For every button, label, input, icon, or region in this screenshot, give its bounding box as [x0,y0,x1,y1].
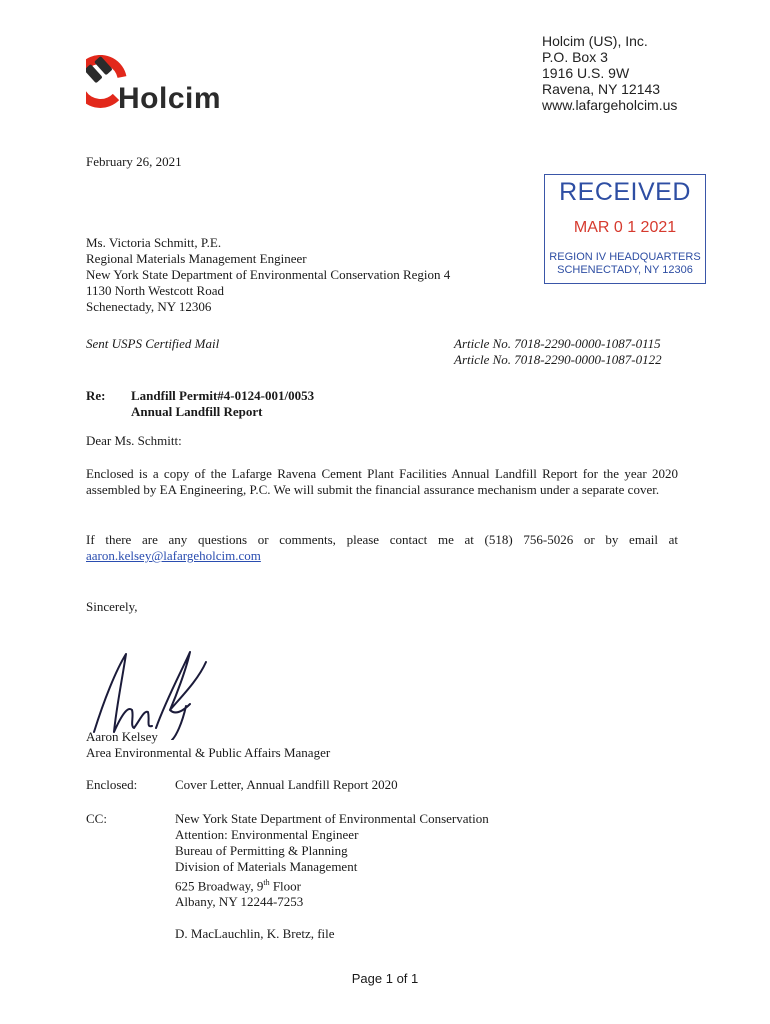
stamp-location: SCHENECTADY, NY 12306 [557,264,693,276]
recipient-name: Ms. Victoria Schmitt, P.E. [86,235,222,250]
article-number: Article No. 7018-2290-0000-1087-0122 [454,352,662,367]
re-permit: Landfill Permit#4-0124-001/0053 [131,388,315,403]
article-number: Article No. 7018-2290-0000-1087-0115 [454,336,661,351]
stamp-date: MAR 0 1 2021 [573,219,677,236]
closing: Sincerely, [86,599,138,614]
cc-label: CC: [86,811,107,826]
recipient-title: Regional Materials Management Engineer [86,251,307,266]
signer-block [86,729,330,761]
signer-title: Area Environmental & Public Affairs Manager [86,745,331,760]
company-street: 1916 U.S. 9W [542,65,630,81]
company-website: www.lafargeholcim.us [542,97,678,113]
cc-organization: New York State Department of Environmental Conservation [175,811,489,826]
recipient-organization: New York State Department of Environmental Conservation Region 4 [86,267,451,282]
letter-date: February 26, 2021 [86,154,182,169]
cc-file: D. MacLauchlin, K. Bretz, file [175,926,335,941]
re-label: Re: [86,388,106,403]
cc-attention: Attention: Environmental Engineer [175,827,359,842]
salutation: Dear Ms. Schmitt: [86,433,182,448]
recipient-street: 1130 North Westcott Road [86,283,224,298]
company-name: Holcim (US), Inc. [542,33,648,49]
enclosed-label: Enclosed: [86,777,138,792]
delivery-method: Sent USPS Certified Mail [86,336,220,351]
article-numbers [454,336,662,368]
signer-name: Aaron Kelsey [86,729,158,744]
received-stamp [544,174,706,284]
cc-street-sup: th [263,878,270,887]
cc-bureau: Bureau of Permitting & Planning [175,843,348,858]
body-paragraph-1: Enclosed is a copy of the Lafarge Ravena Cement Plant Facilities Annual Landfill Report for the year 2020 assembled by EA Engineering, P.C. We will submit the financial assurance mechanism under a separate cover. [86,466,678,497]
recipient-address [86,235,450,315]
handwritten-signature [86,640,226,740]
company-po-box: P.O. Box 3 [542,49,608,65]
cc-division: Division of Materials Management [175,859,358,874]
stamp-office: REGION IV HEADQUARTERS [549,251,701,263]
cc-street-number: 625 Broadway, 9 [175,878,264,894]
cc-street [175,875,489,894]
page-number: Page 1 of 1 [351,971,419,986]
enclosed-value: Cover Letter, Annual Landfill Report 2020 [175,777,398,792]
re-report: Annual Landfill Report [131,404,263,419]
body-paragraph-2 [86,532,678,564]
company-city: Ravena, NY 12143 [542,81,661,97]
cc-city: Albany, NY 12244-7253 [175,894,304,910]
company-address [542,33,677,113]
re-subject [131,388,314,420]
stamp-title: RECEIVED [559,178,691,206]
cc-street-floor: Floor [269,878,301,894]
contact-text: If there are any questions or comments, please contact me at (518) 756-5026 or by email at [86,532,678,547]
recipient-city: Schenectady, NY 12306 [86,299,212,314]
email-link[interactable]: aaron.kelsey@lafargeholcim.com [86,548,261,563]
logo-wordmark: Holcim [118,82,222,115]
cc-recipients [175,811,489,910]
